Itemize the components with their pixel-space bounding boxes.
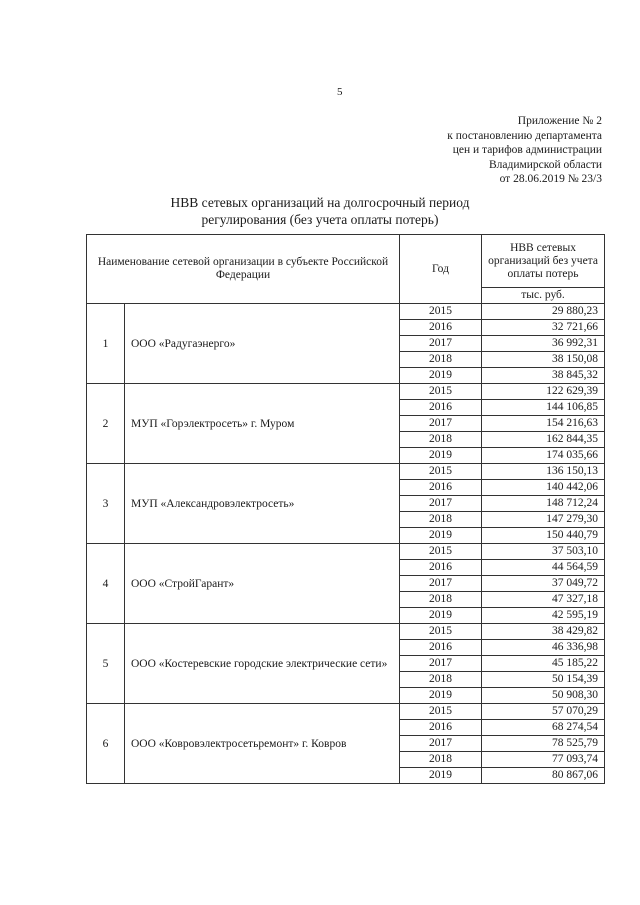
nvv-value-cell: 45 185,22 — [482, 656, 605, 672]
year-cell: 2019 — [400, 608, 482, 624]
nvv-value-cell: 32 721,66 — [482, 320, 605, 336]
nvv-value-cell: 50 154,39 — [482, 672, 605, 688]
table-row — [87, 624, 605, 640]
year-cell: 2019 — [400, 448, 482, 464]
page-number: 5 — [337, 86, 343, 98]
nvv-value-cell: 38 429,82 — [482, 624, 605, 640]
year-cell: 2018 — [400, 352, 482, 368]
year-cell: 2017 — [400, 656, 482, 672]
year-cell: 2017 — [400, 496, 482, 512]
nvv-value-cell: 122 629,39 — [482, 384, 605, 400]
year-cell: 2015 — [400, 384, 482, 400]
org-number: 4 — [87, 544, 125, 624]
year-cell: 2018 — [400, 592, 482, 608]
org-name: МУП «Александровэлектросеть» — [125, 464, 400, 544]
table-row — [87, 704, 605, 720]
nvv-value-cell: 77 093,74 — [482, 752, 605, 768]
org-number: 5 — [87, 624, 125, 704]
nvv-value-cell: 147 279,30 — [482, 512, 605, 528]
year-cell: 2016 — [400, 560, 482, 576]
nvv-value-cell: 78 525,79 — [482, 736, 605, 752]
table-row — [87, 384, 605, 400]
year-cell: 2018 — [400, 432, 482, 448]
year-cell: 2017 — [400, 576, 482, 592]
nvv-value-cell: 68 274,54 — [482, 720, 605, 736]
org-number: 2 — [87, 384, 125, 464]
nvv-value-cell: 136 150,13 — [482, 464, 605, 480]
org-name: ООО «Ковровэлектросетьремонт» г. Ковров — [125, 704, 400, 784]
nvv-value-cell: 150 440,79 — [482, 528, 605, 544]
year-cell: 2017 — [400, 736, 482, 752]
year-cell: 2015 — [400, 544, 482, 560]
year-cell: 2018 — [400, 672, 482, 688]
nvv-value-cell: 140 442,06 — [482, 480, 605, 496]
nvv-value-cell: 46 336,98 — [482, 640, 605, 656]
title-line: НВВ сетевых организаций на долгосрочный период — [170, 195, 470, 210]
year-cell: 2019 — [400, 368, 482, 384]
header-nvv: НВВ сетевых организаций без учета оплаты потерь — [482, 235, 605, 288]
nvv-value-cell: 80 867,06 — [482, 768, 605, 784]
table-row — [87, 544, 605, 560]
nvv-value-cell: 148 712,24 — [482, 496, 605, 512]
nvv-table — [86, 234, 605, 784]
org-name: ООО «Костеревские городские электрические сети» — [125, 624, 400, 704]
year-cell: 2017 — [400, 336, 482, 352]
nvv-value-cell: 38 845,32 — [482, 368, 605, 384]
year-cell: 2016 — [400, 640, 482, 656]
nvv-value-cell: 44 564,59 — [482, 560, 605, 576]
nvv-value-cell: 144 106,85 — [482, 400, 605, 416]
nvv-value-cell: 47 327,18 — [482, 592, 605, 608]
nvv-value-cell: 38 150,08 — [482, 352, 605, 368]
org-name: ООО «Радугаэнерго» — [125, 304, 400, 384]
year-cell: 2017 — [400, 416, 482, 432]
org-name: МУП «Горэлектросеть» г. Муром — [125, 384, 400, 464]
header-unit: тыс. руб. — [482, 288, 605, 304]
year-cell: 2015 — [400, 624, 482, 640]
appendix-line: Приложение № 2 — [517, 115, 602, 127]
year-cell: 2019 — [400, 528, 482, 544]
year-cell: 2019 — [400, 768, 482, 784]
nvv-value-cell: 36 992,31 — [482, 336, 605, 352]
nvv-value-cell: 42 595,19 — [482, 608, 605, 624]
org-number: 3 — [87, 464, 125, 544]
nvv-value-cell: 37 503,10 — [482, 544, 605, 560]
nvv-value-cell: 37 049,72 — [482, 576, 605, 592]
year-cell: 2018 — [400, 512, 482, 528]
nvv-value-cell: 29 880,23 — [482, 304, 605, 320]
year-cell: 2018 — [400, 752, 482, 768]
appendix-line: цен и тарифов администрации — [452, 144, 602, 156]
org-number: 6 — [87, 704, 125, 784]
year-cell: 2016 — [400, 320, 482, 336]
nvv-value-cell: 154 216,63 — [482, 416, 605, 432]
year-cell: 2015 — [400, 704, 482, 720]
nvv-value-cell: 174 035,66 — [482, 448, 605, 464]
year-cell: 2016 — [400, 400, 482, 416]
header-org-name: Наименование сетевой организации в субъекте Российской Федерации — [87, 235, 400, 304]
nvv-value-cell: 162 844,35 — [482, 432, 605, 448]
nvv-value-cell: 50 908,30 — [482, 688, 605, 704]
appendix-block — [447, 114, 602, 187]
document-title — [0, 194, 640, 228]
header-year: Год — [400, 235, 482, 304]
year-cell: 2015 — [400, 304, 482, 320]
org-name: ООО «СтройГарант» — [125, 544, 400, 624]
year-cell: 2015 — [400, 464, 482, 480]
table-header-row — [87, 235, 605, 288]
org-number: 1 — [87, 304, 125, 384]
appendix-line: Владимирской области — [488, 158, 602, 171]
appendix-line: к постановлению департамента — [447, 129, 602, 142]
nvv-value-cell: 57 070,29 — [482, 704, 605, 720]
year-cell: 2016 — [400, 480, 482, 496]
year-cell: 2019 — [400, 688, 482, 704]
table-body — [87, 304, 605, 784]
table-row — [87, 464, 605, 480]
title-line: регулирования (без учета оплаты потерь) — [201, 212, 439, 227]
table-row — [87, 304, 605, 320]
appendix-line: от 28.06.2019 № 23/3 — [499, 173, 602, 185]
year-cell: 2016 — [400, 720, 482, 736]
